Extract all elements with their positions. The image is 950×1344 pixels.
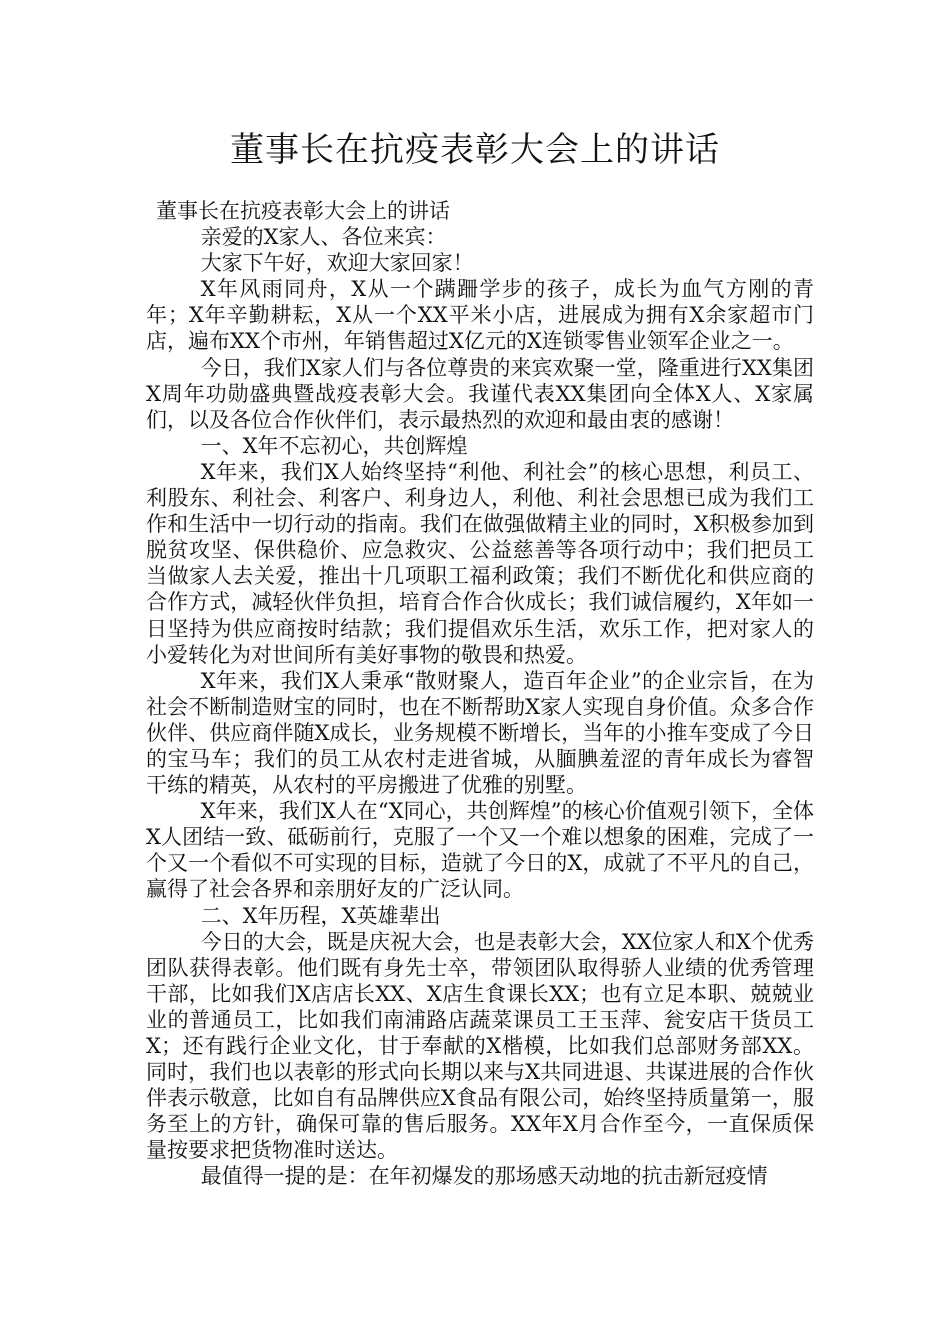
section-heading: 一、X年不忘初心，共创辉煌 bbox=[200, 433, 468, 458]
section-heading: 二、X年历程，X英雄辈出 bbox=[200, 903, 441, 928]
greeting: 亲爱的X家人、各位来宾： bbox=[200, 225, 447, 250]
paragraph: X年风雨同舟，X从一个蹒跚学步的孩子，成长为血气方刚的青年；X年辛勤耕耘，X从一个XX平米小店，进展成为拥有X余家超市门店，遍布XX个市州，年销售超过X亿元的X连锁零售业领军企业之一。 bbox=[146, 277, 814, 354]
welcome-line: 大家下午好，欢迎大家回家！ bbox=[200, 251, 474, 276]
paragraph: 最值得一提的是：在年初爆发的那场感天动地的抗击新冠疫情 bbox=[200, 1164, 768, 1189]
document-subtitle: 董事长在抗疫表彰大会上的讲话 bbox=[156, 199, 450, 223]
paragraph: X年来，我们X人秉承“散财聚人，造百年企业”的企业宗旨，在为社会不断制造财宝的同时，也在不断帮助X家人实现自身价值。众多合作伙伴、供应商伴随X成长，业务规模不断增长，当年的小推车变成了今日的宝马车；我们的员工从农村走进省城，从腼腆羞涩的青年成长为睿智干练的精英，从农村的平房搬进了优雅的别墅。 bbox=[146, 668, 814, 798]
paragraph: 今日的大会，既是庆祝大会，也是表彰大会，XX位家人和X个优秀团队获得表彰。他们既有身先士卒，带领团队取得骄人业绩的优秀管理干部，比如我们X店店长XX、X店生食课长XX；也有立足本职、兢兢业业的普通员工，比如我们南浦路店蔬菜课员工王玉萍、瓮安店干货员工X；还有践行企业文化，甘于奉献的X楷模，比如我们总部财务部XX。同时，我们也以表彰的形式向长期以来与X共同进退、共谋进展的合作伙伴表示敬意，比如自有品牌供应X食品有限公司，始终坚持质量第一，服务至上的方针，确保可靠的售后服务。XX年X月合作至今，一直保质保量按要求把货物准时送达。 bbox=[146, 929, 814, 1163]
paragraph: 今日，我们X家人们与各位尊贵的来宾欢聚一堂，隆重进行XX集团X周年功勋盛典暨战疫表彰大会。我谨代表XX集团向全体X人、X家属们，以及各位合作伙伴们，表示最热烈的欢迎和最由衷的感谢！ bbox=[146, 355, 814, 432]
document-title: 董事长在抗疫表彰大会上的讲话 bbox=[230, 130, 720, 170]
document-body bbox=[146, 198, 814, 1190]
paragraph: X年来，我们X人始终坚持“利他、利社会”的核心思想，利员工、利股东、利社会、利客户、利身边人，利他、利社会思想已成为我们工作和生活中一切行动的指南。我们在做强做精主业的同时，X积极参加到脱贫攻坚、保供稳价、应急救灾、公益慈善等各项行动中；我们把员工当做家人去关爱，推出十几项职工福利政策；我们不断优化和供应商的合作方式，减轻伙伴负担，培育合作合伙成长；我们诚信履约，X年如一日坚持为供应商按时结款；我们提倡欢乐生活，欢乐工作，把对家人的小爱转化为对世间所有美好事物的敬畏和热爱。 bbox=[146, 459, 814, 667]
paragraph: X年来，我们X人在“X同心，共创辉煌”的核心价值观引领下，全体X人团结一致、砥砺前行，克服了一个又一个难以想象的困难，完成了一个又一个看似不可实现的目标，造就了今日的X，成就了不平凡的自己，赢得了社会各界和亲朋好友的广泛认同。 bbox=[146, 799, 814, 902]
